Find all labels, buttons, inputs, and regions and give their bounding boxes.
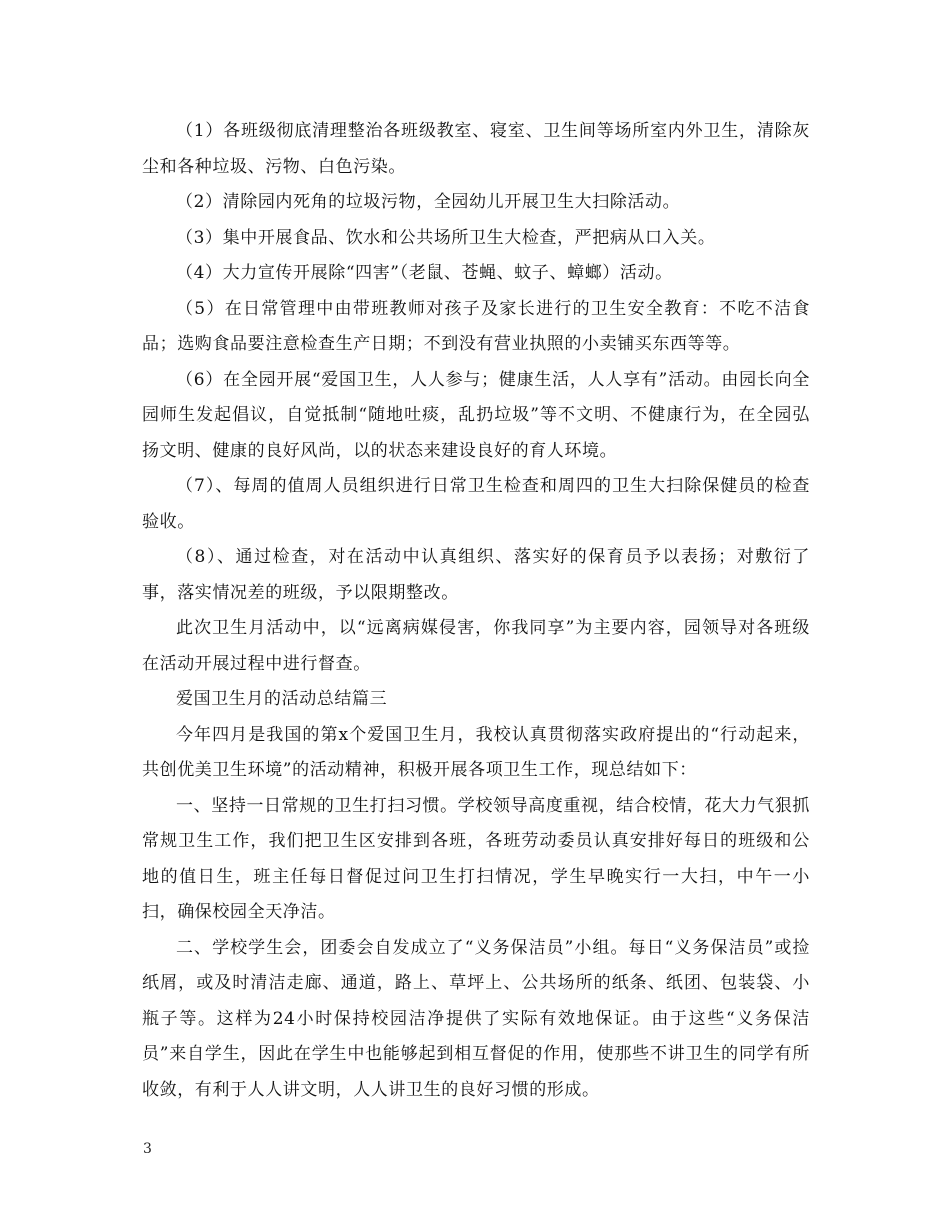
paragraph-item-4: （4）大力宣传开展除“四害”（老鼠、苍蝇、蚊子、蟑螂）活动。: [176, 263, 673, 283]
paragraph-item-7: （7）、每周的值周人员组织进行日常卫生检查和周四的卫生大扫除保健员的检查验收。: [142, 476, 810, 532]
paragraph-item-3: （3）集中开展食品、饮水和公共场所卫生大检查，严把病从口入关。: [176, 227, 716, 248]
page-number: 3: [143, 1141, 152, 1157]
paragraph-item-5: （5）在日常管理中由带班教师对孩子及家长进行的卫生安全教育：不吃不洁食品；选购食品要注意检查生产日期；不到没有营业执照的小卖铺买东西等等。: [142, 298, 810, 354]
document-body: [142, 114, 810, 1108]
paragraph-item-2: （2）清除园内死角的垃圾污物，全园幼儿开展卫生大扫除活动。: [176, 192, 681, 212]
point-one-paragraph: 一、坚持一日常规的卫生打扫习惯。学校领导高度重视，结合校情，花大力气狠抓常规卫生工作，我们把卫生区安排到各班，各班劳动委员认真安排好每日的班级和公地的值日生，班主任每日督促过问卫生打扫情况，学生早晚实行一大扫，中午一小扫，确保校园全天净洁。: [142, 795, 810, 922]
paragraph-item-1: （1）各班级彻底清理整治各班级教室、寝室、卫生间等场所室内外卫生，清除灰尘和各种垃圾、污物、白色污染。: [142, 121, 810, 177]
intro-paragraph: 今年四月是我国的第x个爱国卫生月，我校认真贯彻落实政府提出的“行动起来，共创优美卫生环境”的活动精神，积极开展各项卫生工作，现总结如下：: [142, 724, 810, 780]
section-heading: 爱国卫生月的活动总结篇三: [176, 689, 388, 709]
summary-paragraph: 此次卫生月活动中，以“远离病媒侵害，你我同享”为主要内容，园领导对各班级在活动开展过程中进行督查。: [142, 618, 810, 674]
paragraph-item-8: （8）、通过检查，对在活动中认真组织、落实好的保育员予以表扬；对敷衍了事，落实情况差的班级，予以限期整改。: [142, 547, 810, 603]
point-two-paragraph: 二、学校学生会，团委会自发成立了“义务保洁员”小组。每日“义务保洁员”或捡纸屑，或及时清洁走廊、通道，路上、草坪上、公共场所的纸条、纸团、包装袋、小瓶子等。这样为24小时保持校园洁净提供了实际有效地保证。由于这些“义务保洁员”来自学生，因此在学生中也能够起到相互督促的作用，使那些不讲卫生的同学有所收敛，有利于人人讲文明，人人讲卫生的良好习惯的形成。: [142, 937, 810, 1100]
paragraph-item-6: （6）在全园开展“爱国卫生，人人参与；健康生活，人人享有”活动。由园长向全园师生发起倡议，自觉抵制“随地吐痰，乱扔垃圾”等不文明、不健康行为，在全园弘扬文明、健康的良好风尚，以的状态来建设良好的育人环境。: [142, 369, 810, 461]
